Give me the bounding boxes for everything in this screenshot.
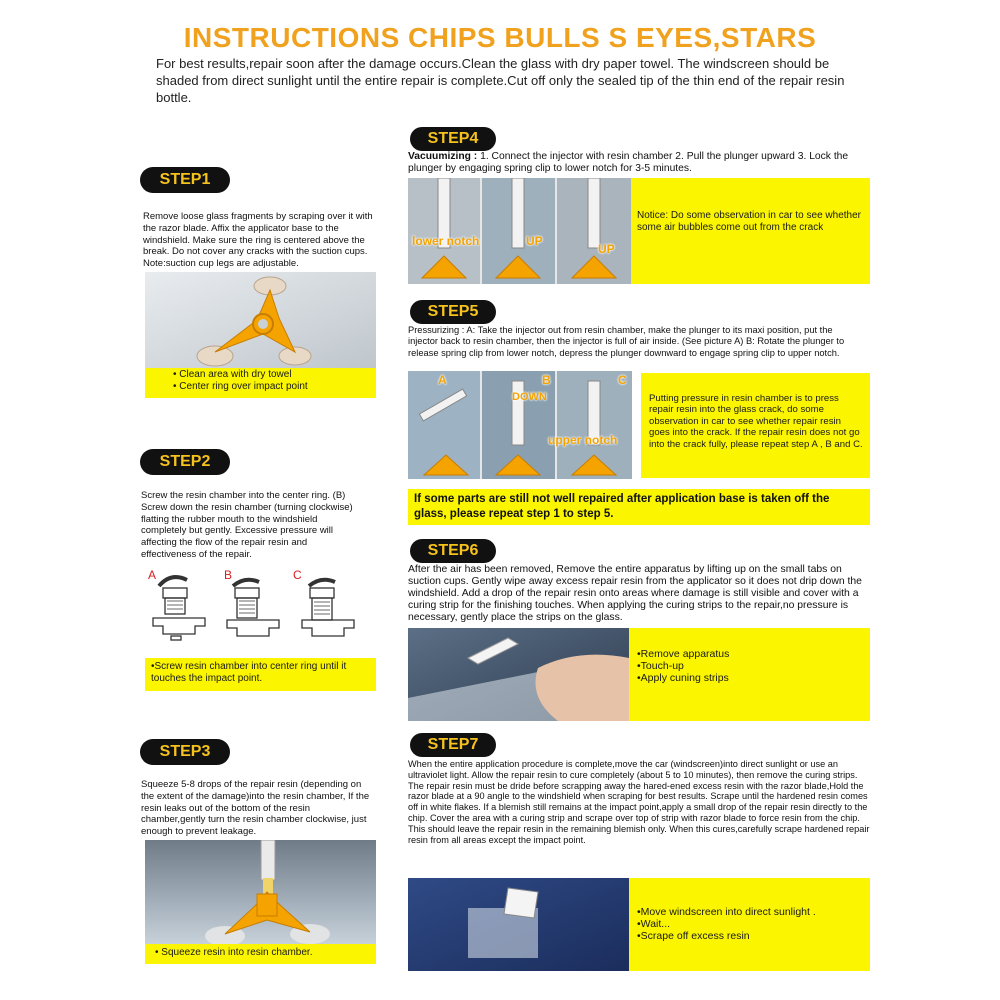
step2-badge: STEP2 [140,449,230,475]
step3-bullet [145,944,376,964]
step6-badge: STEP6 [410,539,496,563]
step5-label-c: C [618,373,627,387]
step5-note [641,373,870,478]
step7-bullet: •Move windscreen into direct sunlight . [637,906,816,918]
step5-down-label: DOWN [512,391,547,403]
step7-bullets [629,878,870,971]
step4-text [408,151,868,176]
step5-note-text: Putting pressure in resin chamber is to press repair resin into the glass crack, do some observation in car to see whether repair resin goes into the crack. If the repair resin does not go into the crack fully, please repeat step A , B and C. [649,393,863,450]
step6-bullets [629,628,870,721]
step5-text: Pressurizing : A: Take the injector out from resin chamber, make the plunger to its maxi position, put the injector back to resin chamber, then the injector is full of air inside. (See picture A) B: Rotate the plunger to release spring clip from lower notch, depress the plunger downward to engage spring clip to upper notch. [408,325,845,358]
page-title: INSTRUCTIONS CHIPS BULLS S EYES,STARS [183,22,817,53]
step3-bullet-text: • Squeeze resin into resin chamber. [155,947,313,958]
step5-upper-notch-label: upper notch [548,433,618,447]
step7-text: When the entire application procedure is complete,move the car (windscreen)into direct sunlight or use an ultraviolet light. Allow the repair resin to cure completely (about 5 to 10 minutes), then remove the curing strips. The repair resin must be dride before scrapping away the hared-ened excess resin with the razor blade,Hold the razor blade at a 90 angle to the windshield when scraping for best results. Scrape until the hardened resin comes off in white flakes. If a blemish still remains at the impact point,apply a small drop of the repair resin directly to the chip. Cover the area with a curing strip and scrape over top of strip with razor blade to force resin from the chip. This should leave the repair resin in the remaining blemish only. When this cures,carefully scrape hardened repair resin from all areas except the impact point. [408,759,870,845]
step6-photo [408,628,629,721]
intro-text: For best results,repair soon after the damage occurs.Clean the glass with dry paper towel. The windscreen should be shaded from direct sunlight until the entire repair is complete.Cut off only the sealed tip of the thin end of the repair resin bottle. [156,56,845,105]
step2-label-a: A [148,568,157,582]
step7-bullet: •Scrape off excess resin [637,930,750,942]
step2-label-c: C [293,568,302,582]
step4-notice [631,178,870,284]
step4-badge: STEP4 [410,127,496,151]
step7-photo [408,878,629,971]
step1-badge: STEP1 [140,167,230,193]
step4-notice-text: Notice: Do some observation in car to see whether some air bubbles come out from the crack [637,210,861,233]
step4-photos [408,178,631,284]
step7-badge: STEP7 [410,733,496,757]
step4-lower-notch-label: lower notch [412,234,480,248]
step4-body: 1. Connect the injector with resin chamber 2. Pull the plunger upward 3. Lock the plunger by engaging spring clip to lower notch for 3-5 minutes. [408,151,849,175]
step2-bullet-text: •Screw resin chamber into center ring until it touches the impact point. [151,661,347,684]
step1-text: Remove loose glass fragments by scraping over it with the razor blade. Affix the applicator base to the windshield. Make sure the ring is centered above the break. Do not cover any cracks with the suction cups. Note:suction cup legs are adjustable. [143,211,373,270]
step7-bullet: •Wait... [637,918,671,930]
repeat-hint: If some parts are still not well repaired after application base is taken off the glass, please repeat step 1 to step 5. [408,489,870,525]
step6-bullet: •Remove apparatus [637,648,730,660]
step5-photos [408,371,632,479]
step1-photo [145,272,376,368]
step2-bullet [145,658,376,691]
step6-text: After the air has been removed, Remove the entire apparatus by lifting up on the small tabs on suction cups. Gently wipe away excess repair resin from the applicator so it does not drip down the windshield. Add a drop of the repair resin onto areas where damage is still visible and cover with a curing strip for the finishing touches. When applying the curing strips to the repair,no pressure is necessary, gently place the strips on the glass. [408,564,862,624]
step5-label-b: B [542,373,551,387]
step2-diagram [145,566,367,648]
step6-bullet: •Apply cuning strips [637,672,729,684]
step5-label-a: A [438,373,447,387]
step5-badge: STEP5 [410,300,496,324]
step4-up-label-2: UP [598,242,615,256]
step4-lead: Vacuumizing : [408,151,478,162]
step2-text: Screw the resin chamber into the center ring. (B) Screw down the resin chamber (turning clockwise) flatting the rubber mouth to the windshield completely but gently. Excessive pressure will affecting the flow of the repair resin and effectiveness of the repair. [141,490,353,560]
step2-label-b: B [224,568,233,582]
step1-bullet: • Clean area with dry towel [173,369,376,381]
step1-bullet: • Center ring over impact point [173,381,376,393]
step3-badge: STEP3 [140,739,230,765]
step4-up-label-1: UP [526,234,543,248]
step1-bullets [145,368,376,398]
step3-photo [145,840,376,944]
step3-text: Squeeze 5-8 drops of the repair resin (depending on the extent of the damage)into the resin chamber, If the resin leaks out of the bottom of the resin chamber,gently turn the resin chamber clockwise, just enough to prevent leakage. [141,779,370,838]
step6-bullet: •Touch-up [637,660,684,672]
